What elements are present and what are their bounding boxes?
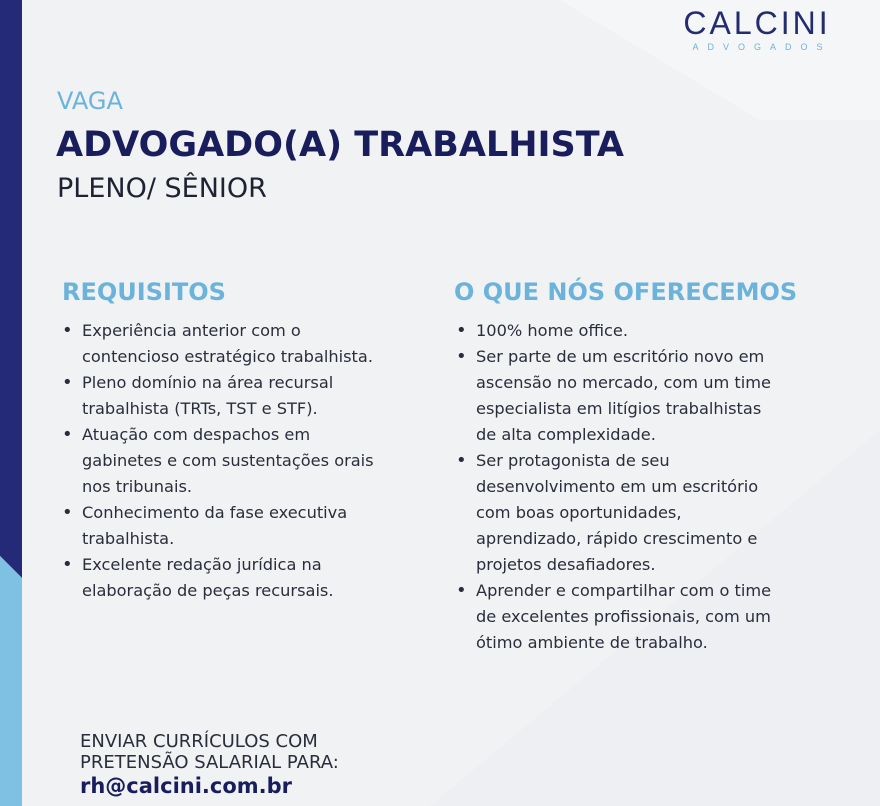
offer-item-line: de alta complexidade. bbox=[476, 425, 656, 444]
requirement-item-line: • Pleno domínio na área recursal bbox=[82, 373, 334, 392]
requirement-item-line: elaboração de peças recursais. bbox=[82, 581, 334, 600]
contact-line-1: ENVIAR CURRÍCULOS COM bbox=[80, 731, 318, 752]
requirements-list bbox=[61, 318, 431, 604]
offer-item-line: • Ser parte de um escritório novo em bbox=[476, 347, 765, 366]
offer-item-line: de excelentes profissionais, com um bbox=[476, 607, 771, 626]
offers-list bbox=[455, 318, 835, 656]
requirement-item-line: contencioso estratégico trabalhista. bbox=[82, 347, 373, 366]
requirement-item-line: nos tribunais. bbox=[82, 477, 193, 496]
offer-item-line: • Aprender e compartilhar com o time bbox=[476, 581, 772, 600]
calcini-logo bbox=[666, 6, 848, 52]
job-label: VAGA bbox=[57, 87, 123, 115]
offers-heading: O QUE NÓS OFERECEMOS bbox=[454, 278, 798, 306]
requirement-item-line: trabalhista (TRTs, TST e STF). bbox=[82, 399, 318, 418]
logo-tagline: ADVOGADOS bbox=[692, 42, 832, 52]
offer-item-line: ótimo ambiente de trabalho. bbox=[476, 633, 708, 652]
offer-item bbox=[455, 578, 835, 656]
offer-item-line: • Ser protagonista de seu bbox=[476, 451, 670, 470]
requirement-item-line: • Atuação com despachos em bbox=[82, 425, 311, 444]
sidebar-light-stripe bbox=[0, 556, 22, 806]
logo-name: CALCINI bbox=[683, 5, 831, 41]
job-level: PLENO/ SÊNIOR bbox=[57, 173, 267, 204]
offer-item bbox=[455, 318, 835, 344]
offer-item-line: ascensão no mercado, com um time bbox=[476, 373, 771, 392]
offer-item-line: aprendizado, rápido crescimento e bbox=[476, 529, 758, 548]
requirement-item bbox=[61, 422, 431, 500]
sidebar-dark-stripe bbox=[0, 0, 22, 578]
requirement-item bbox=[61, 500, 431, 552]
offer-item-line: com boas oportunidades, bbox=[476, 503, 682, 522]
offer-item bbox=[455, 344, 835, 448]
contact-email: rh@calcini.com.br bbox=[80, 774, 293, 798]
contact-line-2: PRETENSÃO SALARIAL PARA: bbox=[80, 752, 339, 773]
requirements-heading: REQUISITOS bbox=[62, 278, 226, 306]
contact-footer bbox=[80, 731, 339, 799]
requirement-item-line: • Excelente redação jurídica na bbox=[82, 555, 322, 574]
requirement-item-line: gabinetes e com sustentações orais bbox=[82, 451, 374, 470]
offer-item-line: • 100% home office. bbox=[476, 321, 629, 340]
requirement-item bbox=[61, 552, 431, 604]
requirement-item-line: trabalhista. bbox=[82, 529, 175, 548]
offer-item bbox=[455, 448, 835, 578]
requirement-item bbox=[61, 318, 431, 370]
requirement-item-line: • Experiência anterior com o bbox=[82, 321, 301, 340]
requirement-item-line: • Conhecimento da fase executiva bbox=[82, 503, 348, 522]
offer-item-line: projetos desafiadores. bbox=[476, 555, 656, 574]
job-title: ADVOGADO(A) TRABALHISTA bbox=[56, 125, 624, 165]
requirement-item bbox=[61, 370, 431, 422]
offer-item-line: especialista em litígios trabalhistas bbox=[476, 399, 762, 418]
offer-item-line: desenvolvimento em um escritório bbox=[476, 477, 759, 496]
